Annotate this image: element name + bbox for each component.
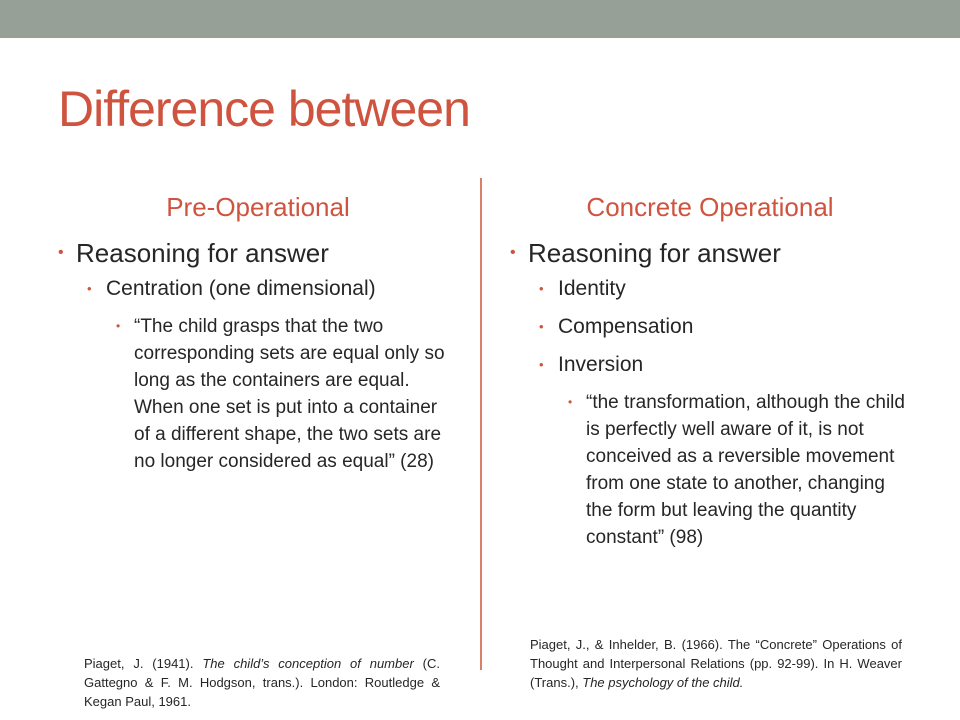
bullet-icon: • bbox=[568, 395, 573, 409]
left-bullet-list bbox=[58, 237, 458, 475]
right-bullet-quote bbox=[510, 389, 910, 551]
subpoint-identity: Identity bbox=[558, 277, 626, 300]
right-bullet-subpoint bbox=[510, 351, 910, 379]
right-bullet-list bbox=[510, 237, 910, 551]
left-point-text: Reasoning for answer bbox=[76, 238, 329, 268]
bullet-icon: • bbox=[539, 357, 544, 372]
right-column bbox=[510, 192, 910, 551]
left-column-heading: Pre-Operational bbox=[166, 192, 350, 222]
reference-left-title: The child’s conception of number bbox=[202, 656, 414, 671]
right-bullet-subpoint bbox=[510, 313, 910, 341]
left-column bbox=[58, 192, 458, 475]
column-divider bbox=[480, 178, 482, 670]
left-quote-text: “The child grasps that the two corresponding sets are equal only so long as the containers are equal. When one set is put into a container of a different shape, the two sets are no longer considered as equal” (28) bbox=[134, 316, 445, 472]
bullet-icon: • bbox=[116, 319, 121, 333]
right-bullet-subpoint bbox=[510, 275, 910, 303]
bullet-icon: • bbox=[58, 244, 64, 261]
bullet-icon: • bbox=[539, 281, 544, 296]
right-bullet-point bbox=[510, 237, 910, 269]
left-bullet-subpoint bbox=[58, 275, 458, 303]
reference-right-before: Piaget, J., & Inhelder, B. (1966). The “Concrete” Operations of Thought and Interpersonal Relations (pp. 92-99). In H. Weaver (Trans.), bbox=[530, 637, 902, 690]
left-subpoint-text: Centration (one dimensional) bbox=[106, 277, 376, 300]
bullet-icon: • bbox=[510, 244, 516, 261]
subpoint-inversion: Inversion bbox=[558, 353, 644, 376]
left-bullet-quote bbox=[58, 313, 458, 475]
right-column-heading: Concrete Operational bbox=[586, 192, 834, 222]
reference-left-after: (C. Gattegno & F. M. Hodgson, trans.). London: Routledge & Kegan Paul, 1961. bbox=[84, 656, 440, 709]
reference-right-title: The psychology of the child. bbox=[582, 675, 744, 690]
top-banner bbox=[0, 0, 960, 38]
bullet-icon: • bbox=[87, 281, 92, 296]
reference-left bbox=[84, 654, 440, 711]
right-quote-text: “the transformation, although the child is perfectly well aware of it, is not conceived as a reversible movement from one state to another, changing the form but leaving the quantity constant” (98) bbox=[586, 392, 905, 548]
reference-left-before: Piaget, J. (1941). bbox=[84, 656, 203, 671]
left-bullet-point bbox=[58, 237, 458, 269]
slide-title: Difference between bbox=[58, 81, 470, 137]
bullet-icon: • bbox=[539, 319, 544, 334]
subpoint-compensation: Compensation bbox=[558, 315, 694, 338]
right-point-text: Reasoning for answer bbox=[528, 238, 781, 268]
reference-right bbox=[530, 635, 902, 692]
